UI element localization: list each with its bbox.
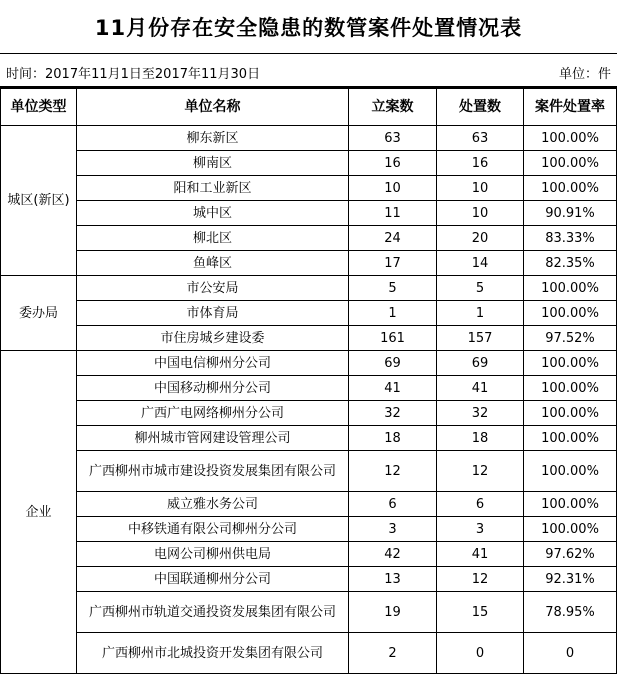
rate-cell: 0 <box>524 633 617 674</box>
table-row <box>1 226 617 251</box>
unit-name-cell: 中国移动柳州分公司 <box>77 376 349 401</box>
handled-cell: 20 <box>437 226 524 251</box>
unit-name-cell: 广西广电网络柳州分公司 <box>77 401 349 426</box>
handled-cell: 18 <box>437 426 524 451</box>
rate-cell: 100.00% <box>524 176 617 201</box>
handled-cell: 14 <box>437 251 524 276</box>
handled-cell: 69 <box>437 351 524 376</box>
unit-name-cell: 中移铁通有限公司柳州分公司 <box>77 517 349 542</box>
table-row <box>1 126 617 151</box>
handled-cell: 0 <box>437 633 524 674</box>
filed-cell: 2 <box>349 633 437 674</box>
table-row <box>1 176 617 201</box>
rate-cell: 100.00% <box>524 426 617 451</box>
filed-cell: 12 <box>349 451 437 492</box>
unit-name-cell: 电网公司柳州供电局 <box>77 542 349 567</box>
unit-name-cell: 广西柳州市轨道交通投资发展集团有限公司 <box>77 592 349 633</box>
unit-name-cell: 柳州城市管网建设管理公司 <box>77 426 349 451</box>
report-meta <box>0 54 617 88</box>
header-row <box>1 89 617 126</box>
table-row <box>1 401 617 426</box>
filed-cell: 161 <box>349 326 437 351</box>
handled-cell: 32 <box>437 401 524 426</box>
rate-cell: 92.31% <box>524 567 617 592</box>
rate-cell: 90.91% <box>524 201 617 226</box>
case-table <box>0 88 617 674</box>
handled-cell: 157 <box>437 326 524 351</box>
filed-cell: 10 <box>349 176 437 201</box>
table-row <box>1 201 617 226</box>
category-cell: 城区(新区) <box>1 126 77 276</box>
filed-cell: 6 <box>349 492 437 517</box>
table-row <box>1 567 617 592</box>
filed-cell: 19 <box>349 592 437 633</box>
rate-cell: 100.00% <box>524 351 617 376</box>
unit-name-cell: 市体育局 <box>77 301 349 326</box>
handled-cell: 15 <box>437 592 524 633</box>
header-unit-type: 单位类型 <box>1 89 77 126</box>
category-cell: 委办局 <box>1 276 77 351</box>
category-cell: 企业 <box>1 351 77 674</box>
rate-cell: 100.00% <box>524 401 617 426</box>
handled-cell: 3 <box>437 517 524 542</box>
rate-cell: 83.33% <box>524 226 617 251</box>
unit-name-cell: 市公安局 <box>77 276 349 301</box>
filed-cell: 5 <box>349 276 437 301</box>
handled-cell: 6 <box>437 492 524 517</box>
handled-cell: 63 <box>437 126 524 151</box>
unit-name-cell: 广西柳州市北城投资开发集团有限公司 <box>77 633 349 674</box>
header-handled-count: 处置数 <box>437 89 524 126</box>
table-row <box>1 426 617 451</box>
unit-name-cell: 广西柳州市城市建设投资发展集团有限公司 <box>77 451 349 492</box>
unit-name-cell: 市住房城乡建设委 <box>77 326 349 351</box>
filed-cell: 18 <box>349 426 437 451</box>
unit-name-cell: 鱼峰区 <box>77 251 349 276</box>
table-row <box>1 301 617 326</box>
filed-cell: 13 <box>349 567 437 592</box>
table-row <box>1 492 617 517</box>
rate-cell: 78.95% <box>524 592 617 633</box>
filed-cell: 3 <box>349 517 437 542</box>
header-handling-rate: 案件处置率 <box>524 89 617 126</box>
handled-cell: 10 <box>437 176 524 201</box>
rate-cell: 97.52% <box>524 326 617 351</box>
unit-label: 单位：件 <box>558 67 611 82</box>
handled-cell: 5 <box>437 276 524 301</box>
unit-name-cell: 柳东新区 <box>77 126 349 151</box>
filed-cell: 24 <box>349 226 437 251</box>
rate-cell: 100.00% <box>524 451 617 492</box>
handled-cell: 41 <box>437 542 524 567</box>
filed-cell: 1 <box>349 301 437 326</box>
filed-cell: 63 <box>349 126 437 151</box>
filed-cell: 42 <box>349 542 437 567</box>
rate-cell: 100.00% <box>524 276 617 301</box>
table-row <box>1 251 617 276</box>
filed-cell: 32 <box>349 401 437 426</box>
table-row <box>1 451 617 492</box>
filed-cell: 11 <box>349 201 437 226</box>
rate-cell: 100.00% <box>524 517 617 542</box>
table-row <box>1 376 617 401</box>
handled-cell: 16 <box>437 151 524 176</box>
rate-cell: 100.00% <box>524 151 617 176</box>
table-row <box>1 633 617 674</box>
unit-name-cell: 中国电信柳州分公司 <box>77 351 349 376</box>
rate-cell: 97.62% <box>524 542 617 567</box>
header-filed-count: 立案数 <box>349 89 437 126</box>
filed-cell: 16 <box>349 151 437 176</box>
table-row <box>1 517 617 542</box>
unit-name-cell: 柳北区 <box>77 226 349 251</box>
handled-cell: 12 <box>437 451 524 492</box>
unit-name-cell: 阳和工业新区 <box>77 176 349 201</box>
filed-cell: 17 <box>349 251 437 276</box>
handled-cell: 41 <box>437 376 524 401</box>
table-row <box>1 326 617 351</box>
report-title: 11月份存在安全隐患的数管案件处置情况表 <box>0 0 617 54</box>
table-row <box>1 542 617 567</box>
rate-cell: 100.00% <box>524 492 617 517</box>
unit-name-cell: 威立雅水务公司 <box>77 492 349 517</box>
filed-cell: 41 <box>349 376 437 401</box>
unit-name-cell: 城中区 <box>77 201 349 226</box>
table-row <box>1 351 617 376</box>
handled-cell: 1 <box>437 301 524 326</box>
table-row <box>1 151 617 176</box>
filed-cell: 69 <box>349 351 437 376</box>
rate-cell: 100.00% <box>524 376 617 401</box>
rate-cell: 100.00% <box>524 301 617 326</box>
rate-cell: 82.35% <box>524 251 617 276</box>
header-unit-name: 单位名称 <box>77 89 349 126</box>
table-row <box>1 276 617 301</box>
time-range-label: 时间：2017年11月1日至2017年11月30日 <box>6 67 261 82</box>
handled-cell: 12 <box>437 567 524 592</box>
table-row <box>1 592 617 633</box>
unit-name-cell: 柳南区 <box>77 151 349 176</box>
rate-cell: 100.00% <box>524 126 617 151</box>
unit-name-cell: 中国联通柳州分公司 <box>77 567 349 592</box>
handled-cell: 10 <box>437 201 524 226</box>
